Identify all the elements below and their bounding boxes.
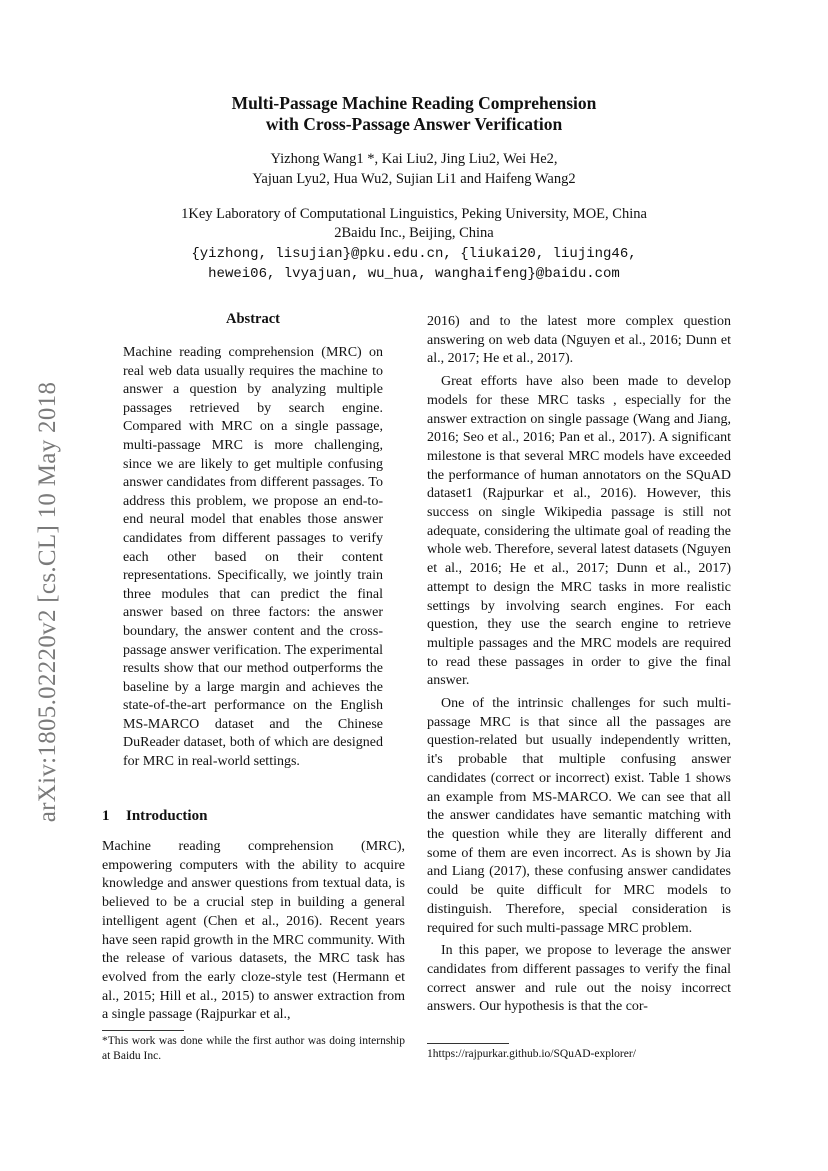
footnote-left: *This work was done while the first author was doing internship at Baidu Inc. — [102, 1035, 405, 1062]
paper-title — [0, 93, 828, 135]
abstract-heading: Abstract — [226, 311, 280, 327]
title-line-2: with Cross-Passage Answer Verification — [265, 114, 563, 134]
affiliation-1: 1Key Laboratory of Computational Linguistics, Peking University, MOE, China — [181, 206, 647, 222]
intro-text: Machine reading comprehension (MRC), empowering computers with the ability to acquire knowledge and answer questions from textual data, is believed to be a crucial step in building a general intelligent agent (Chen et al., 2016). Recent years have seen rapid growth in the MRC community. With the release of various datasets, the MRC task has evolved from the early cloze-style test (Hermann et al., 2015; Hill et al., 2015) to answer extraction from a single passage (Rajpurkar et al., — [102, 839, 405, 1023]
authors-line-2: Yajuan Lyu2, Hua Wu2, Sujian Li1 and Haifeng Wang2 — [252, 171, 576, 187]
right-paragraph-2: Great efforts have also been made to develop models for these MRC tasks , especially for the answer extraction on single passage (Wang and Jiang, 2016; Seo et al., 2016; Pan et al., 2017). A significant milestone is that several MRC models have exceeded the performance of human annotators on the SQuAD dataset1 (Rajpurkar et al., 2016). However, this success on single Wikipedia passage is still not adequate, considering the ultimate goal of reading the whole web. Therefore, several latest datasets (Nguyen et al., 2016; He et al., 2017; Dunn et al., 2017) attempt to design the MRC tasks in more realistic settings by involving search engines. For each question, they use the search engine to retrieve multiple passages and the MRC models are required to read these passages in order to give the final answer. — [427, 374, 731, 689]
author-list — [0, 149, 828, 189]
footnote-rule-left — [102, 1030, 184, 1031]
section-number: 1 — [102, 808, 110, 824]
footnote-right: 1https://rajpurkar.github.io/SQuAD-explorer/ — [427, 1048, 636, 1060]
abstract-body: Machine reading comprehension (MRC) on real web data usually requires the machine to answer a question by analyzing multiple passages retrieved by search engine. Compared with MRC on a single passage, multi-passage MRC is more challenging, since we are likely to get multiple confusing answer candidates from different passages. To address this problem, we propose an end-to-end neural model that enables those answer candidates from different passages to verify each other based on their content representations. Specifically, we jointly train three modules that can predict the final answer based on three factors: the answer boundary, the answer content and the cross-passage answer verification. The experimental results show that our method outperforms the baseline by a large margin and achieves the state-of-the-art performance on the English MS-MARCO dataset and the Chinese DuReader dataset, both of which are designed for MRC in real-world settings. — [123, 345, 383, 770]
intro-paragraph — [102, 838, 405, 1025]
author-emails — [0, 244, 828, 284]
right-paragraph-4: In this paper, we propose to leverage the answer candidates from different passages to verify the final correct answer and rule out the noisy incorrect answers. Our hypothesis is that the cor- — [427, 943, 731, 1015]
right-paragraph-3: One of the intrinsic challenges for such multi-passage MRC is that since all the passages are question-related but usually independently written, it's probable that multiple confusing answer candidates (correct or incorrect) exist. Table 1 shows an example from MS-MARCO. We can see that all the answer candidates have semantic matching with the question while they are literally different and some of them are even incorrect. As is shown by Jia and Liang (2017), these confusing answer candidates could be quite difficult for MRC models to distinguish. Therefore, special consideration is required for such multi-passage MRC problem. — [427, 696, 731, 936]
title-line-1: Multi-Passage Machine Reading Comprehension — [231, 93, 597, 113]
right-column — [427, 313, 731, 1017]
arxiv-identifier-text: arXiv:1805.02220v2 [cs.CL] 10 May 2018 — [34, 381, 61, 823]
arxiv-identifier — [34, 352, 61, 852]
affiliations — [0, 205, 828, 243]
email-line-2: hewei06, lvyajuan, wu_hua, wanghaifeng}@baidu.com — [208, 266, 620, 282]
authors-line-1: Yizhong Wang1 *, Kai Liu2, Jing Liu2, Wei He2, — [270, 151, 558, 167]
section-heading — [102, 808, 207, 825]
footnote-rule-right — [427, 1043, 509, 1044]
section-title: Introduction — [126, 808, 208, 824]
email-line-1: {yizhong, lisujian}@pku.edu.cn, {liukai20, liujing46, — [191, 246, 637, 262]
right-paragraph-1: 2016) and to the latest more complex question answering on web data (Nguyen et al., 2016; Dunn et al., 2017; He et al., 2017). — [427, 314, 731, 367]
affiliation-2: 2Baidu Inc., Beijing, China — [334, 225, 494, 241]
